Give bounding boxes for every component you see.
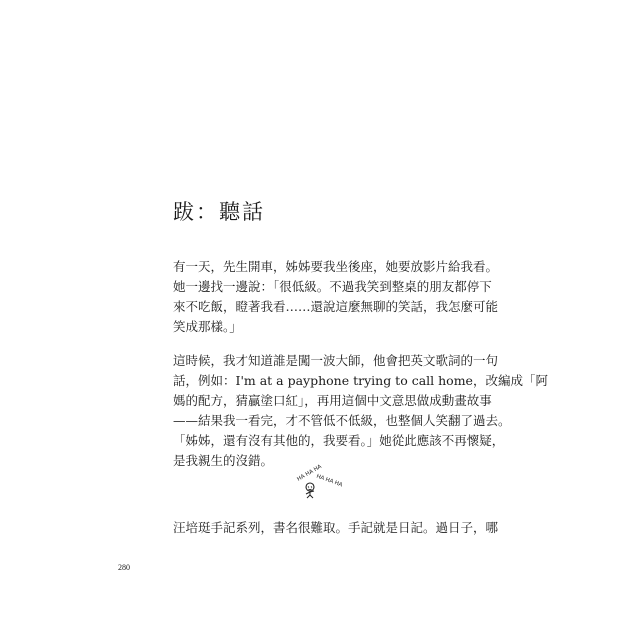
- paragraph-1: [173, 257, 499, 337]
- page-number: 280: [118, 563, 130, 572]
- text-line: 話，例如：I'm at a payphone trying to call home，改編成「阿: [173, 373, 548, 388]
- text-line: 媽的配方，猜贏塗口紅」，再用這個中文意思做成動畫故事: [173, 393, 492, 408]
- text-line: 汪培珽手記系列，書名很難取。手記就是日記。過日子，哪: [173, 520, 499, 535]
- paragraph-3: [173, 518, 499, 538]
- chapter-heading: 跋：聽話: [173, 200, 265, 224]
- laughing-doodle-icon: [296, 463, 344, 500]
- doodle-text-1: HA HA HA: [296, 463, 323, 483]
- text-line: 她一邊找一邊說：「很低級。不過我笑到整桌的朋友都停下: [173, 279, 492, 294]
- text-line: ——結果我一看完，才不管低不低級，也整個人笑翻了過去。: [173, 413, 511, 428]
- text-line: 這時候，我才知道誰是闖一波大師，他會把英文歌詞的一句: [173, 353, 499, 368]
- text-line: 是我親生的沒錯。: [173, 453, 274, 468]
- text-line: 笑成那樣。」: [173, 319, 242, 334]
- doodle-drawing: [296, 463, 344, 500]
- doodle-body: [306, 491, 314, 498]
- doodle-eyes: [308, 487, 312, 488]
- doodle-text-2: HA HA HA: [315, 473, 344, 489]
- paragraph-2: [173, 351, 548, 471]
- text-line: 「姊姊，還有沒有其他的，我要看。」她從此應該不再懷疑，: [173, 433, 505, 448]
- doodle-mouth: [309, 489, 312, 490]
- text-line: 有一天，先生開車，姊姊要我坐後座，她要放影片給我看。: [173, 259, 499, 274]
- text-line: 來不吃飯，瞪著我看……還說這麼無聊的笑話，我怎麼可能: [173, 299, 499, 314]
